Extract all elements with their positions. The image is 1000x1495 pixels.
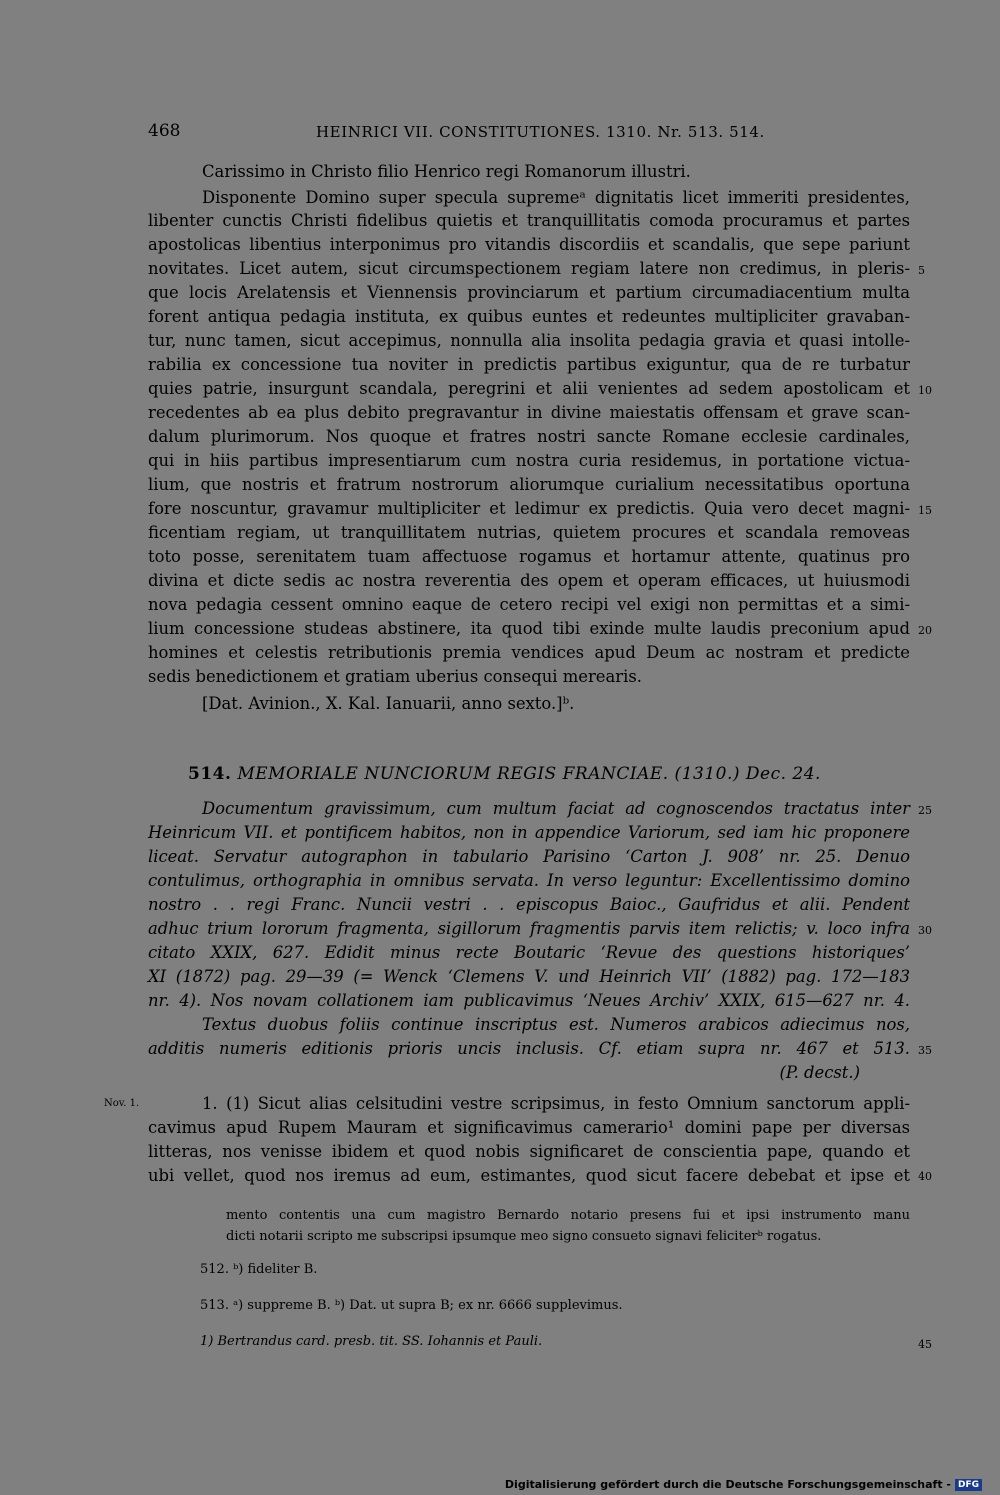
side-date: Nov. 1. (104, 1098, 140, 1109)
margin-line-number: 10 (918, 384, 932, 397)
intro-line: adhuc trium lororum fragmenta, sigillorum fragmentis parvis item relictis; v. loco infra (148, 919, 910, 938)
intro-line: additis numeris editionis prioris uncis inclusis. Cf. etiam supra nr. 467 et 513. (148, 1039, 910, 1058)
text-line: fore noscuntur, gravamur multipliciter et ledimur ex predictis. Quia vero decet magni- (148, 499, 910, 518)
page-number: 468 (148, 121, 181, 141)
intro-line: nr. 4). Nos novam collationem iam publicavimus ‘Neues Archiv’ XXIX, 615—627 nr. 4. (148, 991, 910, 1010)
margin-line-number: 30 (918, 924, 932, 937)
intro-line: XI (1872) pag. 29—39 (= Wenck ‘Clemens V. und Heinrich VII’ (1882) pag. 172—183 (148, 967, 910, 986)
intro-line: nostro . . regi Franc. Nuncii vestri . . episcopus Baioc., Gaufridus et alii. Pendent (148, 895, 910, 914)
note-cont-line: dicti notarii scripto me subscripsi ipsumque meo signo consueto signavi feliciterᵇ rogatus. (226, 1229, 822, 1244)
text-line: que locis Arelatensis et Viennensis provinciarum et partium circumadiacentium multa (148, 283, 910, 302)
intro-line: Heinricum VII. et pontificem habitos, non in appendice Variorum, sed iam hic proponere (148, 823, 910, 842)
doc-514-title (188, 764, 821, 784)
text-line: rabilia ex concessione tua noviter in predictis partibus exiguntur, qua de re turbatur (148, 355, 910, 374)
intro-line: liceat. Servatur autographon in tabulario Parisino ‘Carton J. 908’ nr. 25. Denuo (148, 847, 910, 866)
address-line: Carissimo in Christo filio Henrico regi Romanorum illustri. (202, 162, 691, 181)
text-line: ubi vellet, quod nos iremus ad eum, estimantes, quod sicut facere debebat et ipse et (148, 1166, 910, 1185)
note-513: 513. ᵃ) suppreme B. ᵇ) Dat. ut supra B; ex nr. 6666 supplevimus. (200, 1298, 623, 1313)
text-line: recedentes ab ea plus debito pregravantur in divine maiestatis offensam et grave scan- (148, 403, 910, 422)
margin-line-number: 20 (918, 624, 932, 637)
text-line: apostolicas libentius interponimus pro vitandis discordiis et scandalis, que sepe pariunt (148, 235, 910, 254)
text-line: toto posse, serenitatem tuam affectuose rogamus et hortamur attente, quatinus pro (148, 547, 910, 566)
text-line: homines et celestis retributionis premia vendices apud Deum ac nostram et predicte (148, 643, 910, 662)
text-line: quies patrie, insurgunt scandala, peregrini et alii venientes ad sedem apostolicam et (148, 379, 910, 398)
intro-line: Textus duobus foliis continue inscriptus est. Numeros arabicos adiecimus nos, (202, 1015, 910, 1034)
text-line: lium, que nostris et fratrum nostrorum aliorumque curialium necessitatibus oportuna (148, 475, 910, 494)
text-line: ficentiam regiam, ut tranquillitatem nutrias, quietem procures et scandala removeas (148, 523, 910, 542)
text-line: litteras, nos venisse ibidem et quod nobis significaret de conscientia pape, quando et (148, 1142, 910, 1161)
margin-line-number: 5 (918, 264, 925, 277)
note-512: 512. ᵇ) fideliter B. (200, 1262, 318, 1277)
text-line: lium concessione studeas abstinere, ita quod tibi exinde multe laudis preconium apud (148, 619, 910, 638)
margin-line-number: 45 (918, 1338, 932, 1351)
intro-line: contulimus, orthographia in omnibus servata. In verso leguntur: Excellentissimo domino (148, 871, 910, 890)
digitization-footer (505, 1478, 982, 1491)
editor-signature: (P. decst.) (779, 1063, 860, 1082)
footer-text: Digitalisierung gefördert durch die Deutsche Forschungsgemeinschaft - (504, 1478, 951, 1491)
text-line: sedis benedictionem et gratiam uberius consequi merearis. (148, 667, 642, 686)
text-line: forent antiqua pedagia instituta, ex quibus euntes et redeuntes multipliciter gravaban- (148, 307, 910, 326)
text-line: nova pedagia cessent omnino eaque de cetero recipi vel exigi non permittas et a simi- (148, 595, 910, 614)
running-head: HEINRICI VII. CONSTITUTIONES. 1310. Nr. 513. 514. (316, 123, 765, 141)
text-line: libenter cunctis Christi fidelibus quietis et tranquillitatis comoda procuramus et partes (148, 211, 910, 230)
intro-line: Documentum gravissimum, cum multum faciat ad cognoscendos tractatus inter (202, 799, 910, 818)
doc-number: 514. (188, 764, 232, 784)
intro-line: citato XXIX, 627. Edidit minus recte Boutaric ‘Revue des questions historiques’ (148, 943, 910, 962)
text-line: tur, nunc tamen, sicut accepimus, nonnulla alia insolita pedagia gravia et quasi intolle- (148, 331, 910, 350)
margin-line-number: 35 (918, 1044, 932, 1057)
text-line: qui in hiis partibus impresentiarum cum nostra curia residemus, in portatione victua- (148, 451, 910, 470)
margin-line-number: 25 (918, 804, 932, 817)
text-line: 1. (1) Sicut alias celsitudini vestre scripsimus, in festo Omnium sanctorum appli- (202, 1094, 910, 1113)
dating-line: [Dat. Avinion., X. Kal. Ianuarii, anno sexto.]ᵇ. (202, 694, 575, 713)
text-line: Disponente Domino super specula supremeᵃ dignitatis licet immeriti presidentes, (202, 188, 910, 207)
text-line: dalum plurimorum. Nos quoque et fratres nostri sancte Romane ecclesie cardinales, (148, 427, 910, 446)
text-line: cavimus apud Rupem Mauram et significavimus camerario¹ domini pape per diversas (148, 1118, 910, 1137)
note-cont-line: mento contentis una cum magistro Bernardo notario presens fui et ipsi instrumento manu (226, 1208, 910, 1223)
margin-line-number: 40 (918, 1170, 932, 1183)
text-line: divina et dicte sedis ac nostra reverentia des opem et operam efficaces, ut huiusmodi (148, 571, 910, 590)
note-1: 1) Bertrandus card. presb. tit. SS. Iohannis et Pauli. (200, 1334, 543, 1349)
dfg-logo: DFG (955, 1479, 982, 1491)
doc-title: MEMORIALE NUNCIORUM REGIS FRANCIAE. (1310.) Dec. 24. (237, 764, 821, 784)
text-line: novitates. Licet autem, sicut circumspectionem regiam latere non credimus, in pleris- (148, 259, 910, 278)
margin-line-number: 15 (918, 504, 932, 517)
running-header (148, 121, 910, 141)
